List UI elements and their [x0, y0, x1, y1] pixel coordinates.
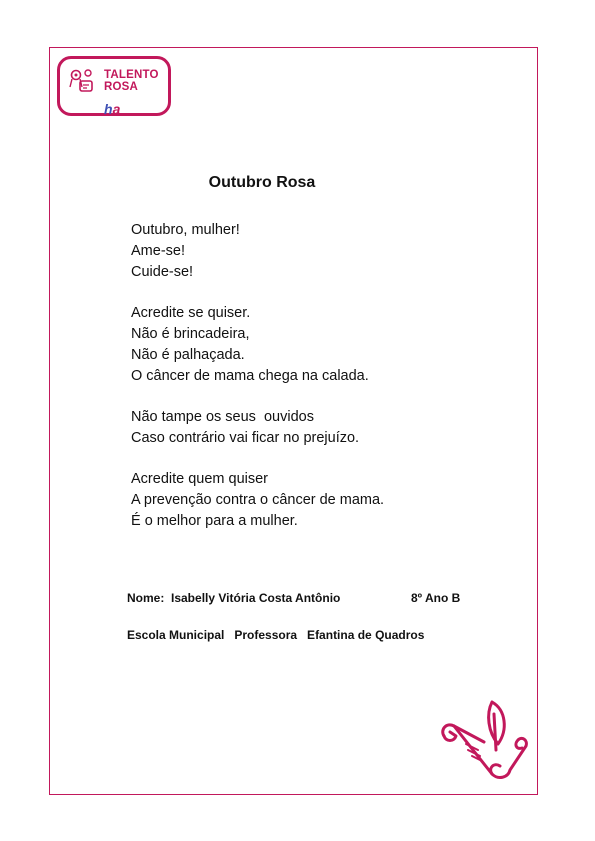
poem-line: Não é brincadeira, — [131, 326, 250, 342]
poem-line: Caso contrário vai ficar no prejuízo. — [131, 430, 360, 446]
stanza — [131, 303, 471, 387]
poem-line: Não tampe os seus ouvidos — [131, 409, 314, 425]
poem-line: A prevenção contra o câncer de mama. — [131, 492, 385, 508]
flower-badge-icon — [66, 65, 98, 97]
logo-sub-mark — [104, 101, 120, 117]
stanza — [131, 407, 471, 449]
scroll-quill-icon — [436, 690, 530, 782]
logo-line-2: ROSA — [104, 81, 139, 93]
logo-wordmark — [104, 69, 159, 93]
student-name: Nome: Isabelly Vitória Costa Antônio — [127, 591, 341, 605]
poem-body — [131, 220, 471, 552]
poem-line: Acredite se quiser. — [131, 305, 251, 321]
poem-line: É o melhor para a mulher. — [131, 513, 298, 529]
poem-line: Não é palhaçada. — [131, 347, 245, 363]
school-info: Escola Municipal Professora Efantina de Quadros — [127, 628, 425, 642]
student-grade: 8º Ano B — [411, 591, 461, 605]
stanza — [131, 469, 471, 532]
poem-line: Ame-se! — [131, 243, 185, 259]
stanza — [131, 220, 471, 283]
poem-line: Acredite quem quiser — [131, 471, 269, 487]
poem-line: Cuide-se! — [131, 264, 194, 280]
logo-sub-a: a — [112, 101, 121, 117]
poem-line: O câncer de mama chega na calada. — [131, 368, 369, 384]
logo-sub-h: h — [104, 101, 113, 117]
poem-title: Outubro Rosa — [208, 174, 316, 191]
logo-line-1: TALENTO — [104, 69, 159, 81]
poem-line: Outubro, mulher! — [131, 222, 240, 238]
